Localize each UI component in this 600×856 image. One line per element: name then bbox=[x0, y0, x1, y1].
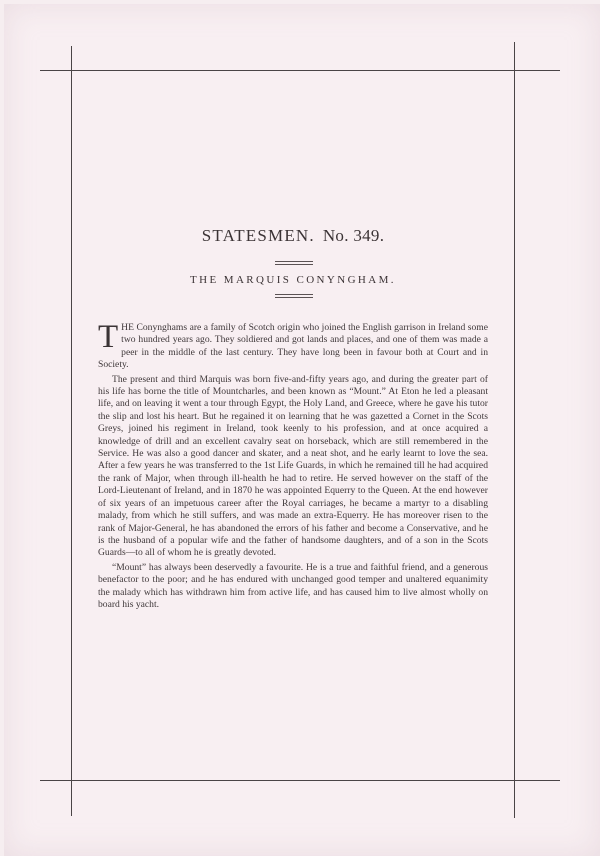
article-body bbox=[98, 319, 488, 613]
frame-top-rule bbox=[40, 70, 560, 71]
series-title: STATESMEN. bbox=[201, 226, 315, 245]
paragraph-2: The present and third Marquis was born five-and-fifty years ago, and during the greater part of his life has borne the title of Mountcharles, and been known as “Mount.” At Eton he led a pleasant life, and on leaving it went a tour through Egypt, the Holy Land, and Greece, where he gave his tutor the slip and lost his heart. But he regained it on learning that he was gazetted a Cornet in the Scots Greys, joined his regiment in Ireland, took keenly to his profession, and at once acquired a knowledge of drill and an excellent cavalry seat on horseback, which are still remembered in the Service. He was also a good dancer and skater, and a neat shot, and he early learnt to love the sea. After a few years he was transferred to the 1st Life Guards, in which he remained till he had acquired the rank of Major, when through ill-health he had to retire. He served however on the staff of the Lord-Lieutenant of Ireland, and in 1870 he was appointed Equerry to the Queen. At the end however of six years of an impetuous career after the Royal carriages, he became a martyr to a disabling malady, from which he still suffers, and was made an extra-Equerry. He has moreover risen to the rank of Major-General, he has abandoned the errors of his father and become a Conservative, and he is the husband of a popular wife and the father of handsome daughters, and of a son in the Scots Guards—to all of whom he is greatly devoted. bbox=[98, 373, 488, 559]
series-number: No. 349. bbox=[322, 226, 385, 245]
frame-left-rule bbox=[71, 46, 72, 816]
frame-right-rule bbox=[514, 42, 515, 818]
article-subtitle: THE MARQUIS CONYNGHAM. bbox=[190, 274, 396, 286]
paragraph-1-text: HE Conynghams are a family of Scotch origin who joined the English garrison in Ireland some two hundred years ago. They soldiered and got lands and places, and one of them was made a peer in the middle of the last century. They have long been in favour both at Court and in Society. bbox=[98, 322, 488, 371]
ornament-rule-lower bbox=[275, 294, 313, 300]
paragraph-1 bbox=[98, 319, 488, 372]
drop-cap: T bbox=[98, 319, 119, 355]
paragraph-3: “Mount” has always been deservedly a favourite. He is a true and faithful friend, and a generous benefactor to the poor; and he has endured with unchanged good temper and unaltered equanimity the malady which has withdrawn him from active life, and has caused him to live almost wholly on board his yacht. bbox=[98, 561, 488, 610]
ornament-rule-upper bbox=[275, 261, 313, 267]
frame-bottom-rule bbox=[40, 780, 560, 781]
page-title bbox=[72, 226, 514, 246]
